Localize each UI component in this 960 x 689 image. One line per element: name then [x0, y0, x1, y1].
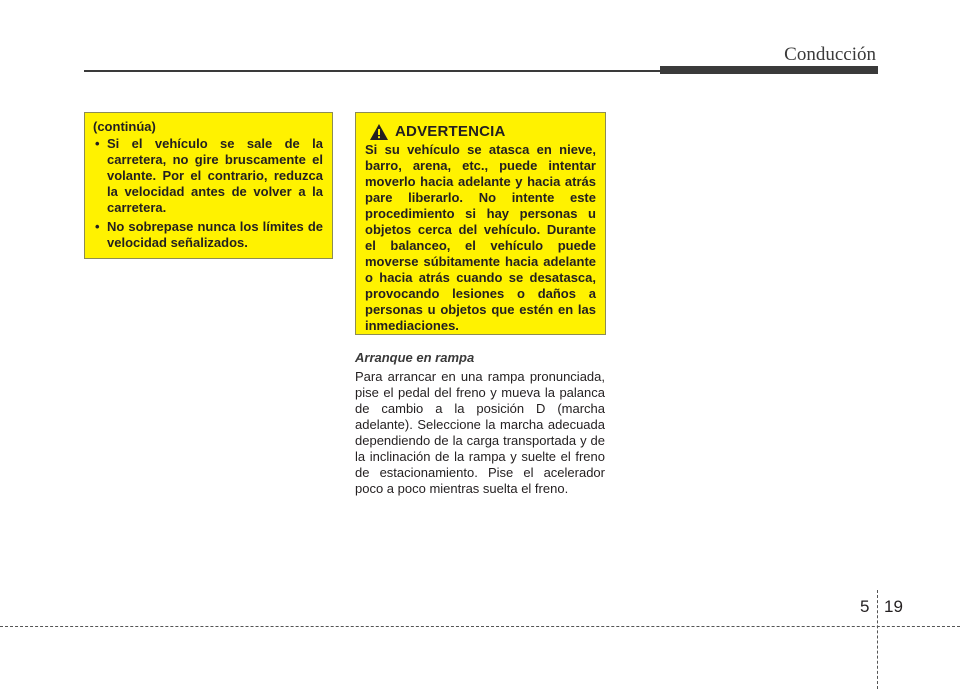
warning-header	[365, 123, 596, 141]
section-heading: Arranque en rampa	[355, 350, 475, 365]
footer-dashed-rule	[0, 626, 960, 627]
warning-title: ADVERTENCIA	[395, 123, 506, 140]
page-number: 19	[884, 597, 903, 616]
chapter-number: 5	[860, 597, 870, 616]
continued-bullet-1: • Si el vehículo se sale de la carretera, no gire bruscamente el volante. Por el contrario, reduzca la velocidad antes de volver a la carretera.	[93, 136, 323, 216]
header-rule-thin	[84, 70, 684, 72]
footer-vertical-rule	[877, 590, 878, 689]
continued-label: (continúa)	[93, 119, 156, 134]
warning-triangle-icon	[369, 123, 389, 141]
continued-bullets	[93, 136, 323, 251]
header-title: Conducción	[784, 44, 876, 65]
warning-box	[355, 112, 606, 335]
warning-text: Si su vehículo se atasca en nieve, barro, arena, etc., puede intentar moverlo hacia adelante y hacia atrás pare liberarlo. No intente este procedimiento si hay personas u objetos cerca del vehículo. Durante el balanceo, el vehículo puede moverse súbitamente hacia adelante o hacia atrás cuando se desatasca, provocando lesiones o daños a personas u objetos que estén en las inmediaciones.	[365, 142, 596, 333]
section-body: Para arrancar en una rampa pronunciada, pise el pedal del freno y mueva la palanca de cambio a la posición D (marcha adelante). Seleccione la marcha adecuada dependiendo de la carga transportada y de la inclinación de la rampa y suelte el freno de estacionamiento. Pise el acelerador poco a poco mientras suelta el freno.	[355, 369, 605, 496]
header-rule-thick	[660, 66, 878, 74]
continued-bullet-2: • No sobrepase nunca los límites de velocidad señalizados.	[93, 219, 323, 251]
continued-box	[84, 112, 333, 259]
